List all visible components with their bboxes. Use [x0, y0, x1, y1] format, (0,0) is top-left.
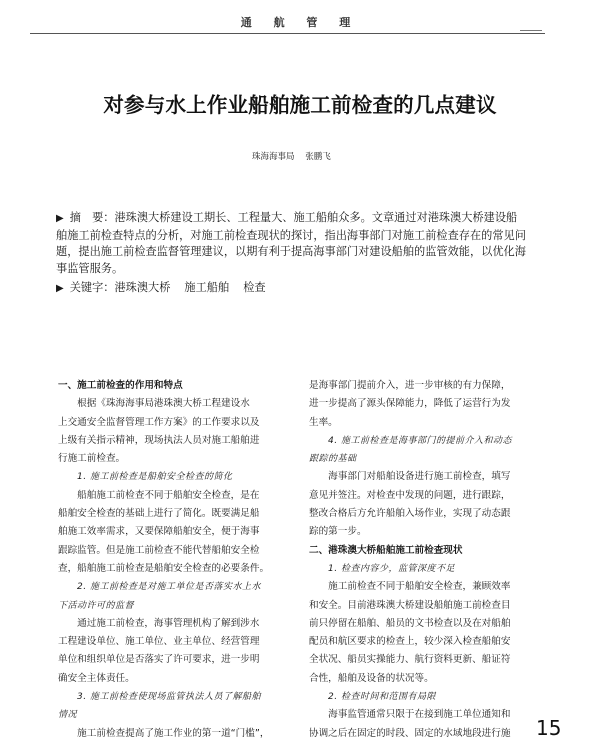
body-text-line: 施工前检查不同于船舶安全检查，兼顾效率 — [309, 581, 511, 593]
journal-section-header: 通 航 管 理 — [240, 16, 360, 29]
subsection-heading: 跟踪的基础 — [309, 454, 357, 465]
subsection-heading: 2. 施工前检查是对施工单位是否落实水上水 — [58, 582, 261, 593]
body-text-line: 上交通安全监督管理工作方案》的工作要求以及 — [58, 416, 260, 428]
body-text-line: 施工前检查提高了施工作业的第一道“门槛”， — [58, 727, 270, 739]
body-text-line: 跟踪监管。但是施工前检查不能代替船舶安全检 — [58, 544, 260, 556]
subsection-heading: 下活动许可的监督 — [58, 600, 135, 611]
body-text-line: 合性，船舶及设备的状况等。 — [309, 672, 434, 684]
keywords-label: 关键字： — [69, 281, 115, 294]
abstract-line: 舶施工前检查特点的分析，对施工前检查现状的探讨，指出海事部门对施工前检查存在的常见问 — [56, 228, 526, 242]
body-text-line: 上级有关指示精神，现场执法人员对施工船舶进 — [58, 434, 260, 446]
header-rule — [30, 33, 545, 34]
body-text-line: 船舶安全检查的基础上进行了简化。既要满足船 — [58, 508, 260, 520]
body-text-line: 海事部门对船舶设备进行施工前检查，填写 — [309, 471, 511, 483]
subsection-heading: 4. 施工前检查是海事部门的提前介入和动态 — [309, 435, 512, 446]
abstract-label: 摘 要： — [69, 211, 115, 224]
body-text-line: 单位和组织单位是否落实了许可要求，进一步明 — [58, 654, 260, 666]
body-text-line: 配员和航区要求的检查上，较少深入检查船舶安 — [309, 636, 511, 648]
body-text-line: 舶施工效率需求，又要保障船舶安全，便于海事 — [58, 526, 260, 538]
triangle-bullet-icon: ▶ — [56, 213, 64, 224]
section-heading: 一、施工前检查的作用和特点 — [58, 380, 183, 391]
triangle-bullet-icon: ▶ — [56, 283, 64, 294]
abstract-text: 港珠澳大桥建设工期长、工程量大、施工船舶众多。文章通过对港珠澳大桥建设船 — [114, 211, 518, 224]
subsection-heading: 3. 施工前检查使现场监管执法人员了解船舶 — [58, 692, 261, 703]
body-text-line: 协调之后在固定的时段、固定的水域地段进行施 — [309, 727, 511, 739]
body-text-line: 前只停留在船舶、船员的文书检查以及在对船舶 — [309, 617, 511, 629]
abstract-line — [56, 210, 552, 228]
body-text-line: 查，船舶施工前检查是船舶安全检查的必要条件。 — [58, 562, 270, 574]
body-text-line: 行施工前检查。 — [58, 453, 126, 465]
article-authors: 珠海海事局 张鹏飞 — [252, 152, 331, 162]
body-text-line: 是海事部门提前介入，进一步审核的有力保障， — [309, 380, 511, 391]
body-text-line: 船舶施工前检查不同于船舶安全检查，是在 — [58, 489, 260, 501]
abstract-line: 题，提出施工前检查监督管理建议，以期有利于提高海事部门对建设船舶的监管效能，以优化海 — [56, 245, 526, 259]
body-text-line: 生率。 — [309, 416, 338, 428]
subsection-heading: 1. 检查内容少，监管深度不足 — [309, 563, 455, 574]
body-text-line: 根据《珠海海事局港珠澳大桥工程建设水 — [58, 398, 250, 410]
body-text-line: 海事监管通常只限于在接到施工单位通知和 — [309, 709, 511, 721]
body-text-line: 意见并签注。对检查中发现的问题，进行跟踪， — [309, 489, 511, 501]
subsection-heading: 1. 施工前检查是船舶安全检查的简化 — [58, 472, 233, 483]
body-text-line: 和安全。目前港珠澳大桥建设船舶施工前检查目 — [309, 599, 511, 611]
keyword: 港珠澳大桥 — [114, 281, 171, 294]
body-text-line: 通过施工前检查，海事管理机构了解到涉水 — [58, 617, 260, 629]
page-number: 15 — [536, 716, 562, 740]
body-text-line: 踪的第一步。 — [309, 526, 367, 538]
right-column — [309, 377, 542, 743]
body-text-line: 确安全主体责任。 — [58, 672, 135, 684]
section-heading: 二、港珠澳大桥船舶施工前检查现状 — [309, 544, 463, 556]
article-title: 对参与水上作业船舶施工前检查的几点建议 — [103, 93, 497, 117]
abstract-line: 事监管服务。 — [56, 261, 124, 275]
left-column — [58, 377, 298, 743]
subsection-heading: 2. 检查时间和范围有局限 — [309, 692, 436, 703]
abstract — [56, 210, 552, 277]
keyword: 检查 — [243, 281, 266, 294]
keyword: 施工船舶 — [184, 281, 230, 294]
body-text-line: 进一步提高了源头保障能力，降低了运营行为发 — [309, 398, 511, 410]
body-text-line: 工程建设单位、施工单位、业主单位、经营管理 — [58, 636, 260, 648]
subsection-heading: 情况 — [58, 710, 78, 721]
keywords — [56, 279, 552, 295]
header-rule-tick — [520, 30, 542, 31]
body-text-line: 全状况、船员实操能力、航行资料更新、船证符 — [309, 654, 511, 666]
body-text-line: 整改合格后方允许船舶入场作业，实现了动态跟 — [309, 508, 511, 520]
